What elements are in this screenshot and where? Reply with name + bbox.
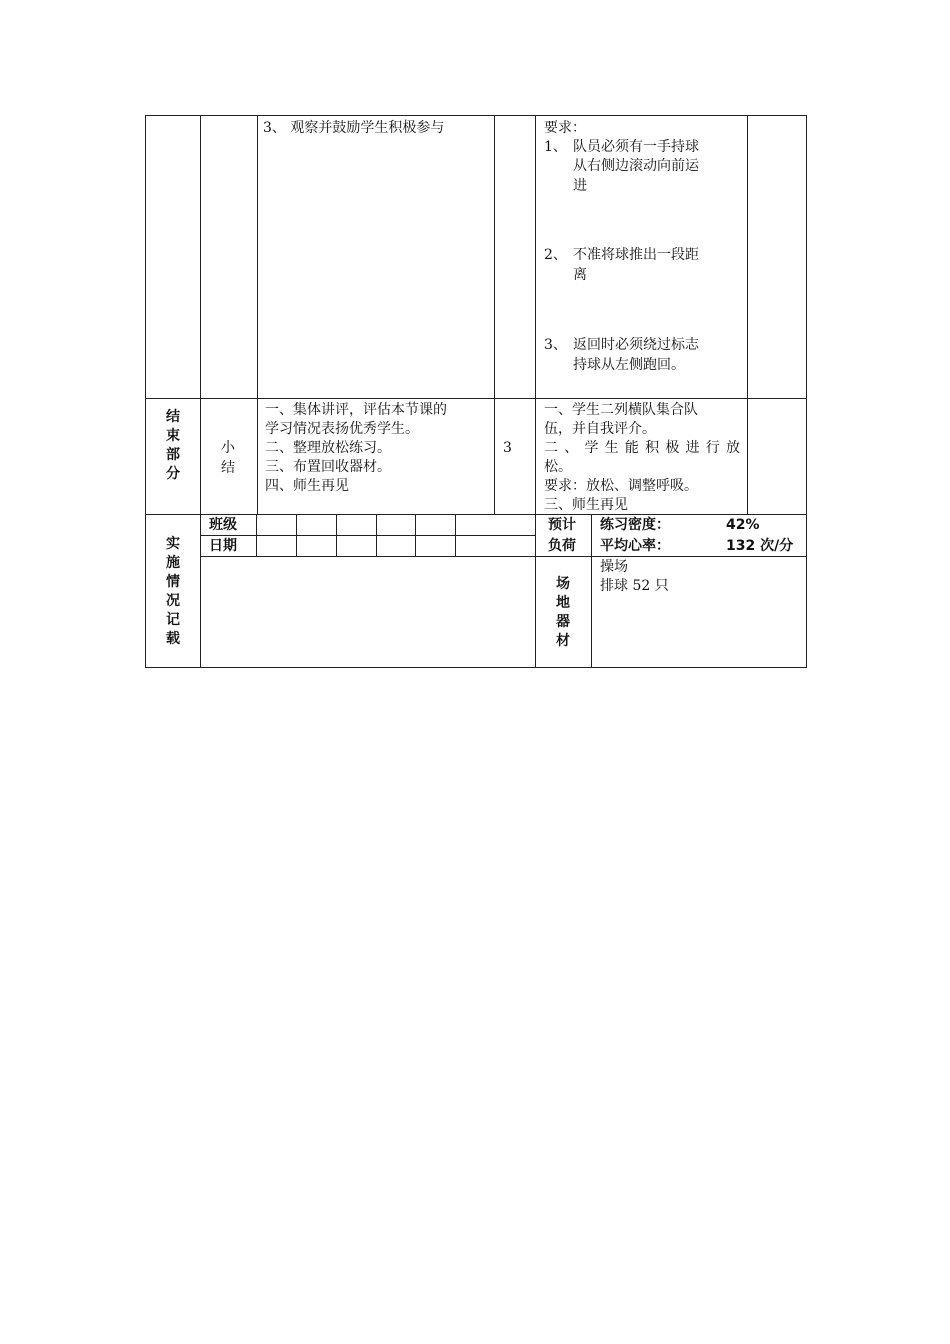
rule-bottom <box>145 667 807 668</box>
heart-rate-value: 132 次/分 <box>726 538 794 554</box>
req2-number: 2、 <box>544 247 567 263</box>
teacher-activity-line: 四、师生再见 <box>265 478 349 494</box>
rule-col3 <box>494 115 495 515</box>
load-label: 负荷 <box>548 538 576 554</box>
rule-col2 <box>257 115 258 515</box>
req2-line: 离 <box>573 267 587 283</box>
grid-col <box>376 514 377 556</box>
req1-line: 队员必须有一手持球 <box>573 139 699 155</box>
summary-label: 小 <box>221 440 235 456</box>
req1-line: 进 <box>573 178 587 194</box>
teacher-activity-line: 三、布置回收器材。 <box>265 459 391 475</box>
rule-col5 <box>747 115 748 515</box>
duration-minutes: 3 <box>503 440 512 456</box>
density-value: 42% <box>726 517 760 533</box>
density-label: 练习密度： <box>600 517 670 533</box>
heart-rate-label: 平均心率： <box>600 538 670 554</box>
summary-label: 结 <box>221 460 235 476</box>
teacher-activity-line: 一、集体讲评，评估本节课的 <box>265 402 447 418</box>
req2-line: 不准将球推出一段距 <box>573 247 699 263</box>
rule-col1 <box>200 115 201 668</box>
student-activity-line: 松。 <box>544 459 572 475</box>
req1-number: 1、 <box>544 139 567 155</box>
venue-line: 操场 <box>600 559 628 575</box>
teacher-activity-line: 学习情况表扬优秀学生。 <box>265 421 419 437</box>
rule-load-bottom <box>200 556 807 557</box>
rule-class-date <box>200 535 535 536</box>
grid-col <box>336 514 337 556</box>
grid-col <box>256 514 257 556</box>
rule-right <box>806 115 807 668</box>
req1-line: 从右侧边滚动向前运 <box>573 158 699 174</box>
load-label: 预计 <box>548 517 576 533</box>
observe-item: 3、 观察并鼓励学生积极参与 <box>263 120 445 136</box>
req3-line: 持球从左侧跑回。 <box>573 357 685 373</box>
date-label: 日期 <box>209 538 237 554</box>
student-activity-line: 要求：放松、调整呼吸。 <box>544 478 698 494</box>
student-activity-line: 二、学生能积极进行放 <box>544 440 740 456</box>
venue-equipment-label: 场地器材 <box>556 576 570 649</box>
equipment-line: 排球 52 只 <box>600 578 669 594</box>
grid-col <box>296 514 297 556</box>
rule-col4 <box>535 115 536 668</box>
requirement-title: 要求： <box>544 120 586 136</box>
end-part-label: 结束部分 <box>166 409 180 482</box>
rule-left <box>145 115 146 668</box>
grid-col <box>415 514 416 556</box>
record-section-label: 实施情况记载 <box>166 536 180 647</box>
rule-end-top <box>145 398 807 399</box>
grid-col <box>455 514 456 556</box>
rule-record-top <box>145 514 807 515</box>
student-activity-line: 一、学生二列横队集合队 <box>544 402 698 418</box>
student-activity-line: 伍，并自我评介。 <box>544 421 656 437</box>
class-label: 班级 <box>209 517 237 533</box>
student-activity-line: 三、师生再见 <box>544 497 628 513</box>
rule-venue <box>591 514 592 668</box>
rule-top <box>145 115 807 116</box>
teacher-activity-line: 二、整理放松练习。 <box>265 440 391 456</box>
req3-line: 返回时必须绕过标志 <box>573 337 699 353</box>
req3-number: 3、 <box>544 337 567 353</box>
